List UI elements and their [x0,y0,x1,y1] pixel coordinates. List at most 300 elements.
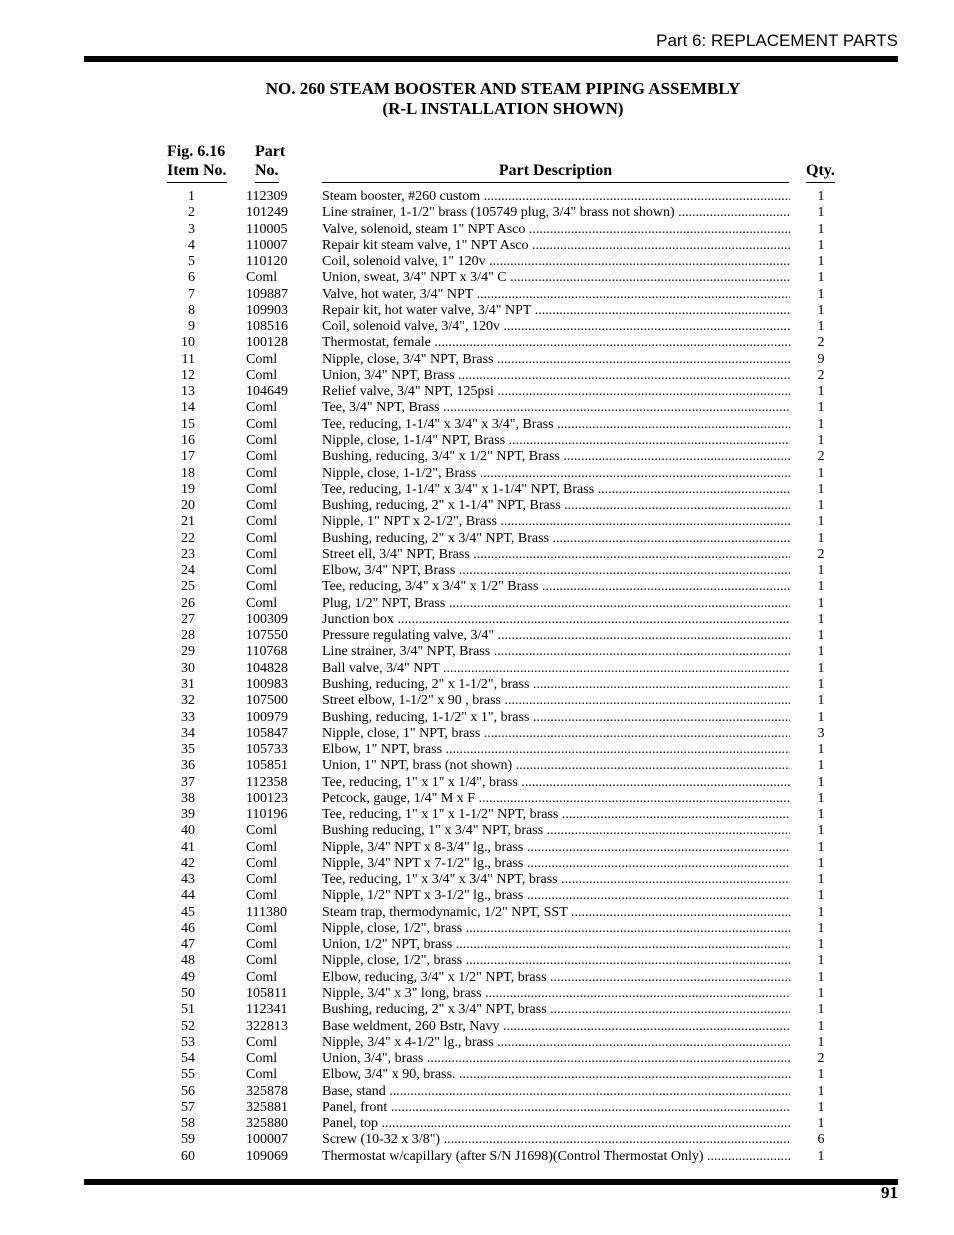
table-row [0,335,954,351]
table-row [0,937,954,953]
item-number: 15 [181,416,195,432]
col-head-fig: Fig. 6.16 [167,143,226,160]
quantity: 1 [817,953,825,969]
table-row [0,905,954,921]
quantity: 1 [817,1067,825,1083]
quantity: 2 [817,335,825,351]
part-number: 325881 [246,1099,288,1115]
item-number: 58 [181,1116,195,1132]
item-number: 19 [181,481,195,497]
part-number: Coml [246,465,278,481]
item-number: 52 [181,1018,195,1034]
part-description: Pressure regulating valve, 3/4" ..... [322,628,790,644]
part-description: Elbow, 1" NPT, brass ..... [322,742,790,758]
table-row [0,498,954,514]
part-number: Coml [246,595,278,611]
quantity: 2 [817,1051,825,1067]
table-row [0,238,954,254]
table-row [0,189,954,205]
item-number: 43 [181,872,195,888]
part-description: Tee, reducing, 1" x 1" x 1-1/2" NPT, brass ..... [322,807,790,823]
quantity: 1 [817,660,825,676]
part-number: Coml [246,449,278,465]
table-row [0,287,954,303]
part-number: 100128 [246,335,288,351]
part-description: Screw (10-32 x 3/8") ..... [322,1132,790,1148]
part-description: Street ell, 3/4" NPT, Brass ..... [322,547,790,563]
part-number: Coml [246,563,278,579]
part-description: Base weldment, 260 Bstr, Navy ..... [322,1019,790,1035]
part-number: Coml [246,1051,278,1067]
table-row [0,319,954,335]
quantity: 1 [817,872,825,888]
part-number: 101249 [246,205,288,221]
part-number: Coml [246,839,278,855]
item-number: 5 [188,254,195,270]
item-number: 20 [181,498,195,514]
part-number: Coml [246,514,278,530]
part-description: Junction box ..... [322,612,790,628]
quantity: 1 [817,270,825,286]
part-description: Valve, hot water, 3/4" NPT ..... [322,287,790,303]
quantity: 1 [817,563,825,579]
bottom-rule [84,1179,898,1185]
col-head-item-no: Item No. [167,161,227,183]
table-row [0,466,954,482]
item-number: 48 [181,953,195,969]
table-row [0,1019,954,1035]
part-number: Coml [246,823,278,839]
quantity: 1 [817,416,825,432]
table-row [0,1035,954,1051]
part-number: 104828 [246,660,288,676]
part-number: 108516 [246,319,288,335]
quantity: 1 [817,839,825,855]
item-number: 49 [181,969,195,985]
part-description: Tee, 3/4" NPT, Brass ..... [322,400,790,416]
table-row [0,1149,954,1165]
page-subtitle: (R-L INSTALLATION SHOWN) [382,99,624,118]
quantity: 1 [817,530,825,546]
part-description: Nipple, close, 1/2", brass ..... [322,921,790,937]
quantity: 1 [817,628,825,644]
table-row [0,742,954,758]
part-number: Coml [246,432,278,448]
item-number: 59 [181,1132,195,1148]
item-number: 53 [181,1034,195,1050]
quantity: 1 [817,888,825,904]
part-description: Valve, solenoid, steam 1" NPT Asco ..... [322,222,790,238]
quantity: 1 [817,969,825,985]
part-number: 105733 [246,742,288,758]
item-number: 30 [181,660,195,676]
item-number: 18 [181,465,195,481]
part-description: Repair kit, hot water valve, 3/4" NPT ..... [322,303,790,319]
quantity: 1 [817,742,825,758]
part-description: Plug, 1/2" NPT, Brass ..... [322,596,790,612]
part-description: Bushing, reducing, 1-1/2" x 1", brass ..... [322,710,790,726]
quantity: 1 [817,498,825,514]
part-number: 109069 [246,1148,288,1164]
item-number: 9 [188,319,195,335]
part-description: Nipple, close, 1/2", brass ..... [322,953,790,969]
part-number: 325880 [246,1116,288,1132]
part-number: Coml [246,855,278,871]
part-description: Panel, front ..... [322,1100,790,1116]
item-number: 46 [181,920,195,936]
part-number: Coml [246,579,278,595]
quantity: 1 [817,774,825,790]
part-description: Tee, reducing, 1" x 3/4" x 3/4" NPT, brass ..... [322,872,790,888]
part-description: Steam trap, thermodynamic, 1/2" NPT, SST ..... [322,905,790,921]
table-row [0,531,954,547]
table-row [0,254,954,270]
quantity: 1 [817,481,825,497]
quantity: 1 [817,205,825,221]
table-row [0,677,954,693]
quantity: 1 [817,1083,825,1099]
item-number: 24 [181,563,195,579]
part-description: Tee, reducing, 1-1/4" x 3/4" x 1-1/4" NPT, Brass ..... [322,482,790,498]
table-row [0,303,954,319]
part-description: Nipple, 3/4" NPT x 8-3/4" lg., brass ..... [322,840,790,856]
quantity: 1 [817,432,825,448]
table-row [0,644,954,660]
part-number: Coml [246,872,278,888]
part-number: 107500 [246,693,288,709]
table-row [0,791,954,807]
item-number: 29 [181,644,195,660]
quantity: 1 [817,611,825,627]
part-number: Coml [246,1034,278,1050]
item-number: 6 [188,270,195,286]
part-description: Nipple, 3/4" x 3" long, brass ..... [322,986,790,1002]
part-number: 111380 [246,904,287,920]
quantity: 2 [817,546,825,562]
part-description: Relief valve, 3/4" NPT, 125psi ..... [322,384,790,400]
part-number: 110768 [246,644,288,660]
item-number: 45 [181,904,195,920]
table-row [0,1132,954,1148]
item-number: 7 [188,286,195,302]
item-number: 22 [181,530,195,546]
table-row [0,872,954,888]
part-number: 110005 [246,221,288,237]
part-description: Bushing, reducing, 3/4" x 1/2" NPT, Brass ..... [322,449,790,465]
item-number: 41 [181,839,195,855]
col-head-part: Part [255,143,286,160]
item-number: 50 [181,986,195,1002]
part-description: Panel, top ..... [322,1116,790,1132]
part-number: 109903 [246,302,288,318]
quantity: 1 [817,807,825,823]
item-number: 34 [181,725,195,741]
item-number: 25 [181,579,195,595]
item-number: 32 [181,693,195,709]
item-number: 17 [181,449,195,465]
table-row [0,856,954,872]
part-number: Coml [246,530,278,546]
part-description: Nipple, 3/4" NPT x 7-1/2" lg., brass ..... [322,856,790,872]
part-number: 104649 [246,384,288,400]
top-rule [84,56,898,62]
part-number: 112358 [246,774,288,790]
quantity: 1 [817,644,825,660]
item-number: 39 [181,807,195,823]
part-description: Elbow, 3/4" x 90, brass. ..... [322,1067,790,1083]
part-description: Elbow, 3/4" NPT, Brass ..... [322,563,790,579]
item-number: 10 [181,335,195,351]
table-row [0,205,954,221]
quantity: 1 [817,937,825,953]
item-number: 13 [181,384,195,400]
table-row [0,482,954,498]
part-number: Coml [246,953,278,969]
quantity: 1 [817,302,825,318]
part-number: 325878 [246,1083,288,1099]
table-row [0,775,954,791]
part-number: Coml [246,1067,278,1083]
quantity: 1 [817,676,825,692]
part-number: 110196 [246,807,288,823]
quantity: 1 [817,709,825,725]
table-row [0,579,954,595]
table-row [0,840,954,856]
part-number: 100309 [246,611,288,627]
page-number: 91 [881,1183,898,1202]
quantity: 1 [817,823,825,839]
item-number: 12 [181,367,195,383]
item-number: 26 [181,595,195,611]
quantity: 1 [817,384,825,400]
part-description: Bushing, reducing, 2" x 3/4" NPT, Brass ..... [322,531,790,547]
item-number: 21 [181,514,195,530]
item-number: 51 [181,1002,195,1018]
table-row [0,758,954,774]
item-number: 2 [188,205,195,221]
part-number: 109887 [246,286,288,302]
quantity: 1 [817,855,825,871]
item-number: 8 [188,302,195,318]
part-description: Bushing, reducing, 2" x 3/4" NPT, brass ..... [322,1002,790,1018]
quantity: 1 [817,237,825,253]
quantity: 1 [817,1099,825,1115]
part-number: 100979 [246,709,288,725]
part-number: Coml [246,416,278,432]
part-description: Thermostat w/capillary (after S/N J1698)(Control Thermostat Only) ..... [322,1149,790,1165]
part-description: Nipple, close, 1" NPT, brass ..... [322,726,790,742]
part-number: Coml [246,969,278,985]
part-number: Coml [246,546,278,562]
item-number: 3 [188,221,195,237]
part-description: Line strainer, 3/4" NPT, Brass ..... [322,644,790,660]
item-number: 42 [181,855,195,871]
part-description: Bushing, reducing, 2" x 1-1/2", brass ..... [322,677,790,693]
quantity: 1 [817,920,825,936]
quantity: 1 [817,1148,825,1164]
item-number: 14 [181,400,195,416]
quantity: 1 [817,319,825,335]
part-number: 322813 [246,1018,288,1034]
item-number: 60 [181,1148,195,1164]
item-number: 27 [181,611,195,627]
part-description: Bushing reducing, 1" x 3/4" NPT, brass ..... [322,823,790,839]
table-row [0,986,954,1002]
part-description: Ball valve, 3/4" NPT ..... [322,661,790,677]
item-number: 55 [181,1067,195,1083]
part-description: Nipple, 1/2" NPT x 3-1/2" lg., brass ..... [322,888,790,904]
quantity: 1 [817,1116,825,1132]
table-row [0,726,954,742]
quantity: 6 [817,1132,825,1148]
table-row [0,1067,954,1083]
item-number: 54 [181,1051,195,1067]
table-row [0,563,954,579]
table-row [0,823,954,839]
quantity: 1 [817,758,825,774]
item-number: 38 [181,790,195,806]
item-number: 44 [181,888,195,904]
page-title: NO. 260 STEAM BOOSTER AND STEAM PIPING ASSEMBLY [265,79,741,98]
part-description: Tee, reducing, 3/4" x 3/4" x 1/2" Brass ..... [322,579,790,595]
part-description: Thermostat, female ..... [322,335,790,351]
quantity: 1 [817,221,825,237]
quantity: 1 [817,986,825,1002]
section-header: Part 6: REPLACEMENT PARTS [656,31,898,50]
part-description: Nipple, 3/4" x 4-1/2" lg., brass ..... [322,1035,790,1051]
part-number: Coml [246,498,278,514]
table-row [0,628,954,644]
part-number: 105811 [246,986,288,1002]
table-row [0,1100,954,1116]
col-head-qty: Qty. [806,161,835,183]
quantity: 1 [817,1018,825,1034]
parts-table [0,189,954,1165]
part-number: 100983 [246,676,288,692]
part-description: Union, 1/2" NPT, brass ..... [322,937,790,953]
table-row [0,1084,954,1100]
quantity: 1 [817,579,825,595]
item-number: 36 [181,758,195,774]
part-description: Union, 3/4", brass ..... [322,1051,790,1067]
part-number: Coml [246,920,278,936]
part-description: Nipple, close, 3/4" NPT, Brass ..... [322,352,790,368]
table-row [0,693,954,709]
item-number: 1 [188,189,195,204]
table-row [0,384,954,400]
col-head-description: Part Description [322,161,789,183]
table-row [0,1051,954,1067]
quantity: 1 [817,286,825,302]
table-row [0,352,954,368]
quantity: 1 [817,514,825,530]
table-row [0,953,954,969]
part-number: Coml [246,481,278,497]
table-row [0,970,954,986]
part-description: Tee, reducing, 1-1/4" x 3/4" x 3/4", Brass ..... [322,417,790,433]
part-number: 110007 [246,237,288,253]
item-number: 57 [181,1099,195,1115]
part-description: Coil, solenoid valve, 1" 120v ..... [322,254,790,270]
item-number: 56 [181,1083,195,1099]
quantity: 2 [817,367,825,383]
part-number: Coml [246,888,278,904]
quantity: 9 [817,351,825,367]
part-description: Bushing, reducing, 2" x 1-1/4" NPT, Brass ..... [322,498,790,514]
item-number: 16 [181,432,195,448]
quantity: 1 [817,400,825,416]
part-description: Union, sweat, 3/4" NPT x 3/4" C ..... [322,270,790,286]
table-row [0,514,954,530]
part-description: Base, stand ..... [322,1084,790,1100]
part-number: Coml [246,270,278,286]
table-row [0,449,954,465]
quantity: 1 [817,595,825,611]
item-number: 35 [181,742,195,758]
part-description: Street elbow, 1-1/2" x 90 , brass ..... [322,693,790,709]
item-number: 31 [181,676,195,692]
part-number: 110120 [246,254,288,270]
table-row [0,400,954,416]
part-description: Elbow, reducing, 3/4" x 1/2" NPT, brass ..... [322,970,790,986]
part-description: Steam booster, #260 custom ..... [322,189,790,205]
table-row [0,433,954,449]
part-number: Coml [246,400,278,416]
part-number: 112309 [246,189,288,204]
table-row [0,222,954,238]
quantity: 3 [817,725,825,741]
table-row [0,368,954,384]
part-description: Nipple, close, 1-1/4" NPT, Brass ..... [322,433,790,449]
quantity: 2 [817,449,825,465]
quantity: 1 [817,790,825,806]
part-number: Coml [246,351,278,367]
part-description: Nipple, 1" NPT x 2-1/2", Brass ..... [322,514,790,530]
part-number: Coml [246,367,278,383]
item-number: 28 [181,628,195,644]
table-row [0,921,954,937]
quantity: 1 [817,1034,825,1050]
part-description: Repair kit steam valve, 1" NPT Asco ..... [322,238,790,254]
quantity: 1 [817,1002,825,1018]
quantity: 1 [817,189,825,204]
quantity: 1 [817,904,825,920]
part-number: 107550 [246,628,288,644]
part-description: Petcock, gauge, 1/4" M x F ..... [322,791,790,807]
part-number: 105847 [246,725,288,741]
item-number: 33 [181,709,195,725]
table-row [0,1116,954,1132]
part-description: Line strainer, 1-1/2" brass (105749 plug, 3/4" brass not shown) ..... [322,205,790,221]
part-number: 105851 [246,758,288,774]
table-row [0,888,954,904]
item-number: 11 [181,351,195,367]
table-row [0,661,954,677]
part-number: 112341 [246,1002,288,1018]
part-description: Union, 1" NPT, brass (not shown) ..... [322,758,790,774]
table-row [0,1002,954,1018]
part-number: 100123 [246,790,288,806]
quantity: 1 [817,254,825,270]
quantity: 1 [817,465,825,481]
table-row [0,417,954,433]
part-description: Nipple, close, 1-1/2", Brass ..... [322,466,790,482]
quantity: 1 [817,693,825,709]
part-description: Union, 3/4" NPT, Brass ..... [322,368,790,384]
item-number: 37 [181,774,195,790]
col-head-part-no: No. [255,161,279,183]
table-row [0,710,954,726]
